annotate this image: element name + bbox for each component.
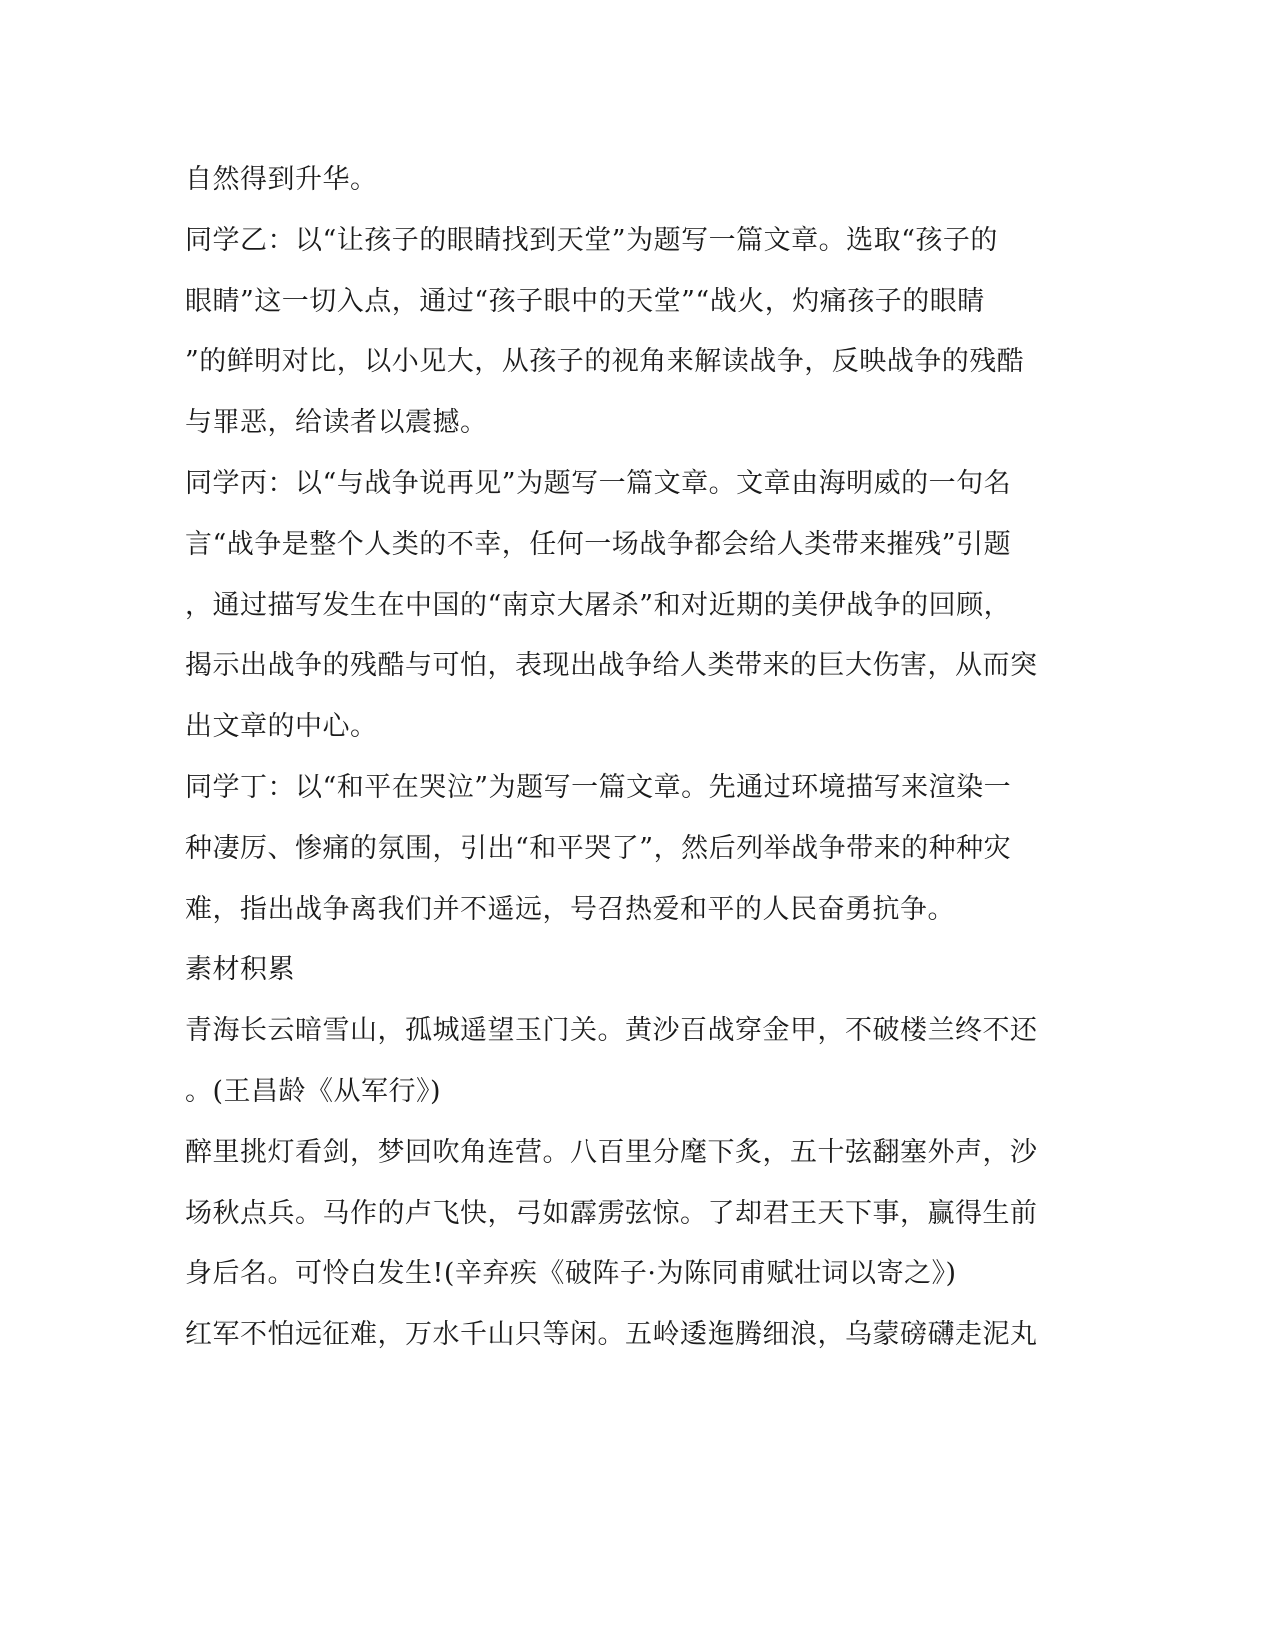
- section-heading: 素材积累: [185, 954, 295, 985]
- text-line: ，通过描写发生在中国的“南京大屠杀”和对近期的美伊战争的回顾，: [185, 590, 1012, 621]
- text-line: 同学丙：以“与战争说再见”为题写一篇文章。文章由海明威的一句名: [185, 468, 1012, 499]
- text-line: 身后名。可怜白发生!(辛弃疾《破阵子·为陈同甫赋壮词以寄之》): [185, 1258, 957, 1289]
- text-line: 红军不怕远征难，万水千山只等闲。五岭逶迤腾细浪，乌蒙磅礴走泥丸: [185, 1319, 1038, 1350]
- text-line: 同学乙：以“让孩子的眼睛找到天堂”为题写一篇文章。选取“孩子的: [185, 225, 998, 256]
- text-line: 种凄厉、惨痛的氛围，引出“和平哭了”，然后列举战争带来的种种灾: [185, 833, 1012, 864]
- text-line: 自然得到升华。: [185, 164, 378, 195]
- text-line: 同学丁：以“和平在哭泣”为题写一篇文章。先通过环境描写来渲染一: [185, 772, 1012, 803]
- text-line: 眼睛”这一切入点，通过“孩子眼中的天堂”“战火，灼痛孩子的眼睛: [185, 286, 985, 317]
- text-line: 。(王昌龄《从军行》): [185, 1076, 442, 1107]
- text-line: 揭示出战争的残酷与可怕，表现出战争给人类带来的巨大伤害，从而突: [185, 650, 1038, 681]
- text-line: 醉里挑灯看剑，梦回吹角连营。八百里分麾下炙，五十弦翻塞外声，沙: [185, 1137, 1038, 1168]
- text-line: 场秋点兵。马作的卢飞快，弓如霹雳弦惊。了却君王天下事，赢得生前: [185, 1198, 1038, 1229]
- text-line: ”的鲜明对比，以小见大，从孩子的视角来解读战争，反映战争的残酷: [185, 346, 1025, 377]
- text-line: 与罪恶，给读者以震撼。: [185, 407, 488, 438]
- text-line: 出文章的中心。: [185, 711, 378, 742]
- text-line: 青海长云暗雪山，孤城遥望玉门关。黄沙百战穿金甲，不破楼兰终不还: [185, 1015, 1038, 1046]
- text-line: 言“战争是整个人类的不幸，任何一场战争都会给人类带来摧残”引题: [185, 529, 1012, 560]
- text-line: 难，指出战争离我们并不遥远，号召热爱和平的人民奋勇抗争。: [185, 894, 955, 925]
